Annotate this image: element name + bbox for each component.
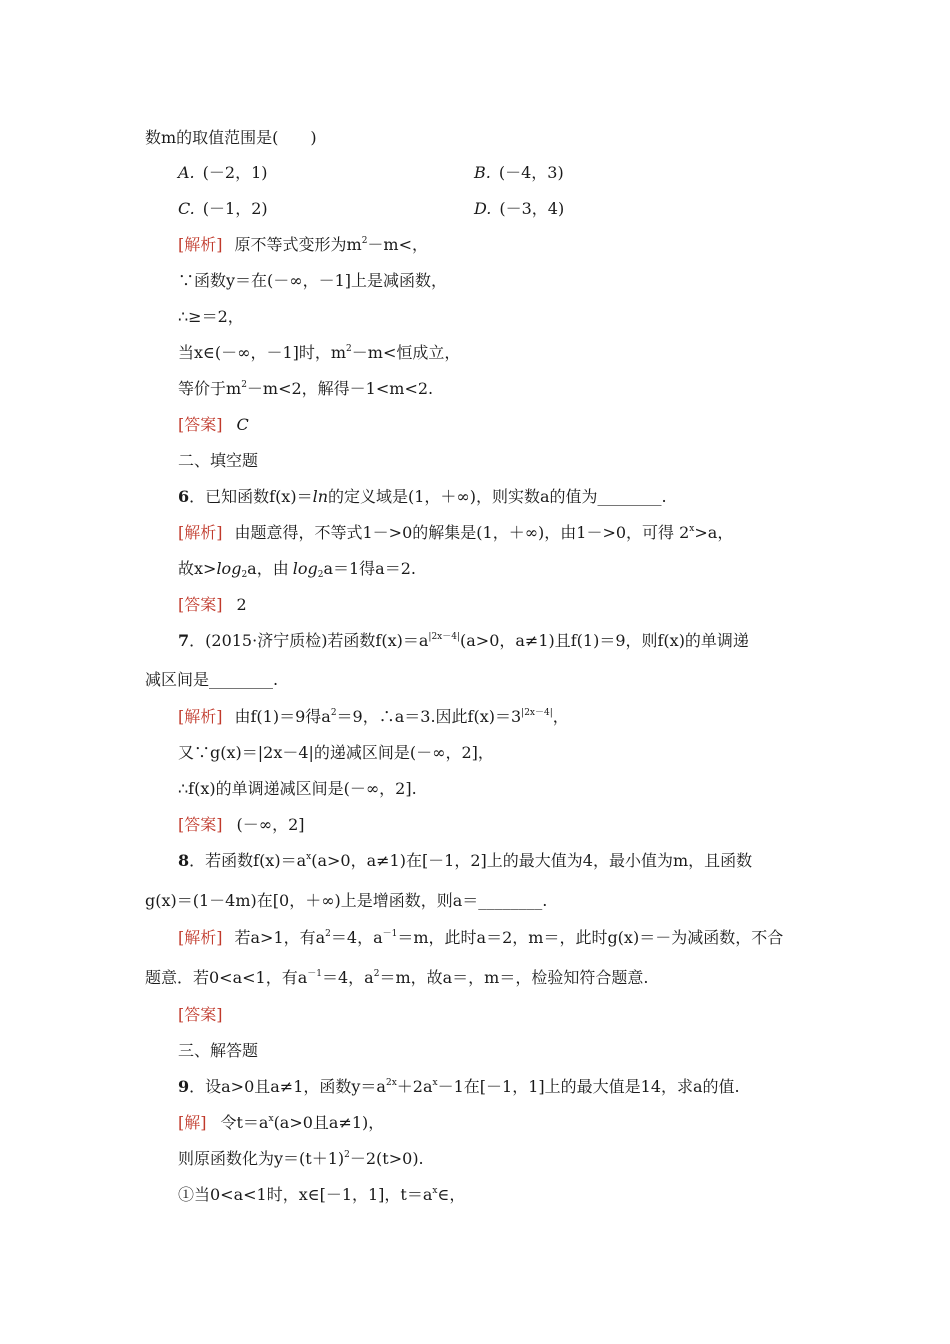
superscript: 2	[373, 969, 380, 979]
option-letter: A.	[178, 163, 195, 182]
option-a	[178, 163, 268, 183]
analysis-text: 等价于m	[178, 379, 242, 398]
subscript: 2	[317, 570, 324, 580]
option-c	[178, 199, 268, 219]
answer-tag: [答案]	[178, 1005, 223, 1024]
q7-answer	[178, 815, 305, 835]
question-text: g(x)＝(1－4m)在[0，＋∞)上是增函数，则a＝________.	[145, 891, 548, 910]
question-8-line-2	[145, 891, 547, 911]
question-9	[178, 1077, 740, 1097]
analysis-text: ＝m，此时a＝2，m＝，此时g(x)＝－为减函数，不合	[397, 928, 784, 947]
q5-analysis-line-4	[178, 343, 460, 363]
analysis-text: 原不等式变形为m	[234, 235, 362, 254]
question-text: ．(2015·济宁质检)若函数f(x)＝a	[189, 631, 429, 650]
analysis-text: 题意．若0<a<1，有a	[145, 968, 308, 987]
q8-analysis-line-2	[145, 968, 648, 988]
superscript: x	[689, 524, 695, 534]
question-text: ．已知函数f(x)＝	[189, 487, 313, 506]
option-text: (－3，4)	[499, 199, 565, 218]
solution-text: 令t＝a	[220, 1113, 269, 1132]
subscript: 2	[241, 570, 248, 580]
analysis-text: －m<2，解得－1<m<2.	[246, 379, 434, 398]
analysis-text: ＝9，∴a＝3.因此f(x)＝3	[336, 707, 522, 726]
superscript: x	[268, 1114, 274, 1124]
question-number: 9	[178, 1077, 190, 1096]
section-heading-fill-blank	[178, 451, 258, 471]
question-number: 7	[178, 631, 190, 650]
q5-analysis-line-3	[178, 307, 244, 327]
answer-text: (－∞，2]	[236, 815, 305, 834]
question-text: ．若函数f(x)＝a	[189, 851, 307, 870]
superscript: |2x－4|	[521, 708, 553, 718]
q9-solution-line-3	[178, 1185, 465, 1205]
answer-text: 2	[236, 595, 247, 614]
analysis-text: ∴≥＝2，	[178, 307, 244, 326]
answer-tag: [答案]	[178, 815, 223, 834]
superscript: 2	[330, 708, 337, 718]
question-text: 减区间是________.	[145, 670, 279, 689]
q5-analysis-line-1	[178, 235, 428, 255]
q7-analysis-line-3	[178, 779, 417, 799]
superscript: x	[432, 1078, 438, 1088]
superscript: x	[306, 852, 312, 862]
q7-analysis-line-2	[178, 743, 494, 763]
analysis-text: 故x>	[178, 559, 217, 578]
question-8-line-1	[178, 851, 752, 871]
analysis-tag: [解析]	[178, 928, 223, 947]
analysis-text: ∵函数y＝在(－∞，－1]上是减函数，	[178, 271, 448, 290]
question-text: (a>0，a≠1)在[－1，2]上的最大值为4，最小值为m，且函数	[311, 851, 753, 870]
analysis-text: a，由	[247, 559, 289, 578]
superscript: |2x－4|	[428, 632, 460, 642]
question-text: ．设a>0且a≠1，函数y＝a	[189, 1077, 386, 1096]
question-text: －1在[－1，1]上的最大值是14，求a的值.	[437, 1077, 740, 1096]
question-text: (a>0，a≠1)且f(1)＝9，则f(x)的单调递	[460, 631, 749, 650]
solution-text: ①当0<a<1时，x∈[－1，1]，t＝a	[178, 1185, 433, 1204]
superscript: －1	[382, 929, 398, 939]
q9-solution-line-1	[178, 1113, 384, 1133]
superscript: x	[432, 1186, 438, 1196]
analysis-text: ＝4，a	[322, 968, 374, 987]
q8-analysis-line-1	[178, 928, 783, 948]
question-number: 6	[178, 487, 190, 506]
math-function: ln	[312, 487, 328, 506]
q5-answer	[178, 415, 249, 435]
question-number: 8	[178, 851, 190, 870]
question-5-stem-tail	[145, 128, 317, 148]
solution-text: (a>0且a≠1)，	[273, 1113, 385, 1132]
stem-text: 数m的取值范围是( )	[145, 128, 317, 147]
option-letter: C.	[178, 199, 195, 218]
analysis-text: 又∵g(x)＝|2x－4|的递减区间是(－∞，2]，	[178, 743, 494, 762]
superscript: 2	[325, 929, 331, 939]
superscript: 2x	[385, 1078, 397, 1088]
analysis-text: ＝m，故a＝，m＝，检验知符合题意.	[379, 968, 649, 987]
question-7-line-1	[178, 631, 749, 651]
analysis-text: 由f(1)＝9得a	[234, 707, 331, 726]
q6-answer	[178, 595, 247, 615]
solution-text: 则原函数化为y＝(t＋1)	[178, 1149, 345, 1168]
analysis-text: ＝4，a	[330, 928, 383, 947]
q6-analysis-line-1	[178, 523, 733, 543]
option-d	[474, 199, 564, 219]
solution-text: －2(t>0).	[349, 1149, 424, 1168]
superscript: －1	[307, 969, 322, 979]
analysis-text: ，	[552, 707, 569, 726]
math-function: log	[292, 559, 318, 578]
q5-analysis-line-5	[178, 379, 433, 399]
math-function: log	[216, 559, 242, 578]
answer-text: C	[236, 415, 249, 434]
analysis-text: >a，	[694, 523, 734, 542]
question-6	[178, 487, 667, 507]
superscript: 2	[241, 380, 247, 390]
analysis-text: －m<，	[367, 235, 429, 254]
solution-text: ∈，	[437, 1185, 466, 1204]
solution-tag: [解]	[178, 1113, 207, 1132]
analysis-text: 由题意得，不等式1－>0的解集是(1，＋∞)，由1－>0，可得 2	[234, 523, 690, 542]
option-text: (－4，3)	[498, 163, 564, 182]
option-text: (－2，1)	[202, 163, 268, 182]
answer-tag: [答案]	[178, 415, 223, 434]
option-letter: B.	[474, 163, 491, 182]
analysis-tag: [解析]	[178, 707, 223, 726]
q8-answer	[178, 1005, 223, 1025]
question-text: ＋2a	[396, 1077, 433, 1096]
analysis-text: －m<恒成立，	[351, 343, 461, 362]
superscript: 2	[361, 236, 368, 246]
q5-analysis-line-2	[178, 271, 447, 291]
q9-solution-line-2	[178, 1149, 424, 1169]
option-text: (－1，2)	[202, 199, 268, 218]
analysis-tag: [解析]	[178, 235, 223, 254]
analysis-text: 当x∈(－∞，－1]时，m	[178, 343, 347, 362]
analysis-text: ∴f(x)的单调递减区间是(－∞，2].	[178, 779, 417, 798]
section-title: 二、填空题	[178, 451, 259, 470]
answer-tag: [答案]	[178, 595, 223, 614]
q7-analysis-line-1	[178, 707, 569, 727]
q6-analysis-line-2	[178, 559, 416, 579]
question-text: 的定义域是(1，＋∞)，则实数a的值为________.	[328, 487, 667, 506]
section-title: 三、解答题	[178, 1041, 259, 1060]
option-letter: D.	[474, 199, 492, 218]
option-b	[474, 163, 564, 183]
question-7-line-2	[145, 670, 278, 690]
analysis-tag: [解析]	[178, 523, 223, 542]
section-heading-answer-questions	[178, 1041, 258, 1061]
analysis-text: a＝1得a＝2.	[323, 559, 416, 578]
analysis-text: 若a>1，有a	[234, 928, 326, 947]
superscript: 2	[344, 1150, 350, 1160]
superscript: 2	[346, 344, 352, 354]
